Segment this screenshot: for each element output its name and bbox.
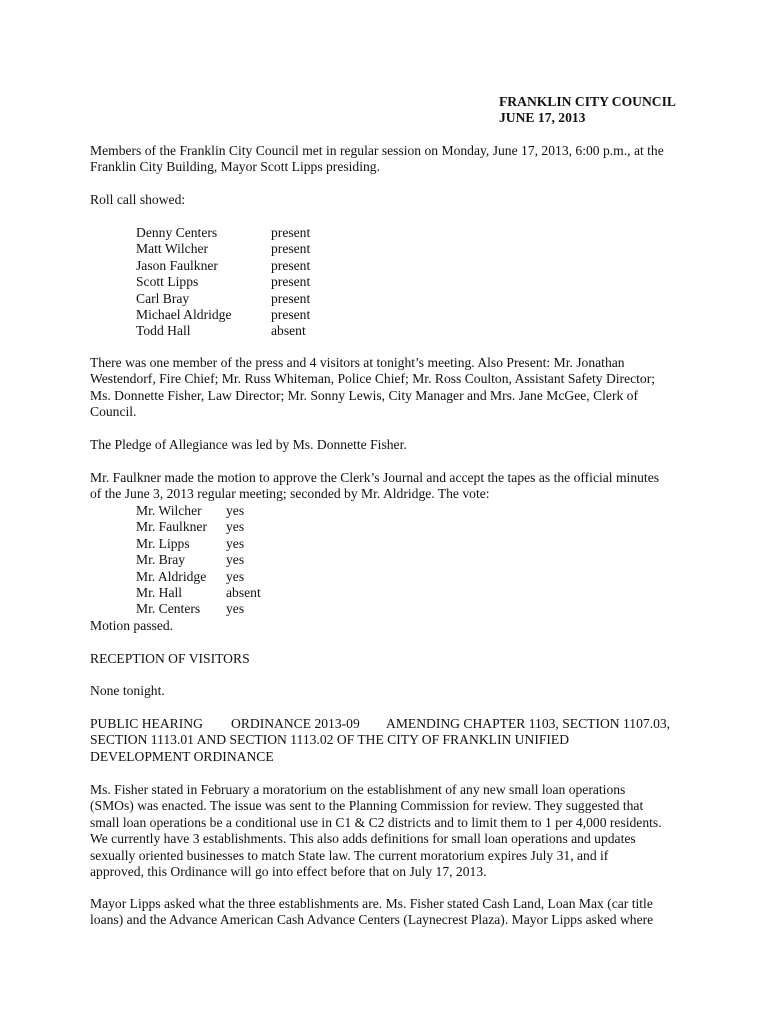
roll-call-row xyxy=(136,291,376,307)
voter-name: Mr. Centers xyxy=(136,601,201,617)
member-name: Scott Lipps xyxy=(136,274,199,290)
text-line: Roll call showed: xyxy=(90,192,186,207)
voter-name: Mr. Bray xyxy=(136,552,186,568)
text-line: approved, this Ordinance will go into effect before that on July 17, 2013. xyxy=(90,863,487,879)
voter-name: Mr. Wilcher xyxy=(136,503,202,518)
council-name: FRANKLIN CITY COUNCIL xyxy=(499,94,676,109)
roll-call-row xyxy=(136,241,376,257)
vote-row xyxy=(136,503,336,519)
vote-row xyxy=(136,536,336,552)
member-status: present xyxy=(271,274,311,290)
member-status: present xyxy=(271,241,311,257)
member-name: Carl Bray xyxy=(136,290,190,306)
vote-value: yes xyxy=(226,552,245,568)
vote-value: yes xyxy=(226,601,245,617)
motion-paragraph xyxy=(90,470,690,503)
member-status: present xyxy=(271,257,311,273)
fisher-statement-paragraph xyxy=(90,782,690,880)
member-status: present xyxy=(271,290,311,306)
vote-value: yes xyxy=(226,519,245,535)
meeting-date: JUNE 17, 2013 xyxy=(499,110,586,126)
vote-value: absent xyxy=(226,584,261,600)
roll-call-row xyxy=(136,225,376,241)
text-line: Ms. Fisher stated in February a moratorium on the establishment of any new small loan operations xyxy=(90,782,626,797)
intro-paragraph xyxy=(90,143,690,176)
text-line: Mayor Lipps asked what the three establishments are. Ms. Fisher stated Cash Land, Loan Max (car title xyxy=(90,896,653,911)
lipps-question-paragraph xyxy=(90,896,690,929)
text-line: Franklin City Building, Mayor Scott Lipps presiding. xyxy=(90,159,380,175)
roll-call-row xyxy=(136,274,376,290)
text-line: Mr. Faulkner made the motion to approve the Clerk’s Journal and accept the tapes as the official minutes xyxy=(90,470,660,485)
member-name: Jason Faulkner xyxy=(136,257,218,273)
text-line: The Pledge of Allegiance was led by Ms. Donnette Fisher. xyxy=(90,437,407,452)
public-hearing-first-line xyxy=(90,716,690,732)
text-line: DEVELOPMENT ORDINANCE xyxy=(90,748,274,764)
voter-name: Mr. Faulkner xyxy=(136,519,207,535)
voter-name: Mr. Hall xyxy=(136,584,183,600)
roll-call-row xyxy=(136,258,376,274)
ordinance-title-start: AMENDING CHAPTER 1103, SECTION 1107.03, xyxy=(386,716,671,731)
text-line: sexually oriented businesses to match State law. The current moratorium expires July 31, and if xyxy=(90,847,609,863)
text-line: There was one member of the press and 4 visitors at tonight’s meeting. Also Present: Mr. Jonathan xyxy=(90,355,625,370)
visitors-text xyxy=(90,683,690,699)
voter-name: Mr. Lipps xyxy=(136,535,190,551)
roll-call-row xyxy=(136,307,376,323)
vote-row xyxy=(136,569,336,585)
roll-call-list xyxy=(136,225,376,340)
text-line: Motion passed. xyxy=(90,618,174,633)
text-line: Westendorf, Fire Chief; Mr. Russ Whiteman, Police Chief; Mr. Ross Coulton, Assistant Safety Director; xyxy=(90,371,656,387)
text-line: Council. xyxy=(90,404,137,420)
ordinance-number: ORDINANCE 2013-09 xyxy=(231,716,360,731)
document-header xyxy=(499,94,676,127)
member-name: Todd Hall xyxy=(136,323,191,339)
text-line: of the June 3, 2013 regular meeting; seconded by Mr. Aldridge. The vote: xyxy=(90,486,490,502)
text-line: loans) and the Advance American Cash Advance Centers (Laynecrest Plaza). Mayor Lipps asked where xyxy=(90,912,654,928)
vote-list xyxy=(136,503,336,618)
vote-row xyxy=(136,601,336,617)
roll-call-label xyxy=(90,192,690,208)
text-line: Members of the Franklin City Council met in regular session on Monday, June 17, 2013, 6:00 p.m., at the xyxy=(90,143,664,158)
member-status: present xyxy=(271,225,311,240)
vote-value: yes xyxy=(226,503,245,518)
pledge-paragraph xyxy=(90,437,690,453)
attendance-paragraph xyxy=(90,355,690,421)
roll-call-row xyxy=(136,323,376,339)
text-line: We currently have 3 establishments. This also adds definitions for small loan operations and updates xyxy=(90,831,636,847)
member-name: Denny Centers xyxy=(136,225,218,240)
visitors-heading xyxy=(90,651,690,667)
text-line: small loan operations be a conditional use in C1 & C2 districts and to limit them to 1 per 4,000 residents. xyxy=(90,814,662,830)
vote-row xyxy=(136,552,336,568)
voter-name: Mr. Aldridge xyxy=(136,568,207,584)
member-status: absent xyxy=(271,323,306,339)
vote-value: yes xyxy=(226,535,245,551)
member-name: Matt Wilcher xyxy=(136,241,209,257)
text-line: None tonight. xyxy=(90,683,165,698)
vote-row xyxy=(136,519,336,535)
motion-result xyxy=(90,618,690,634)
member-name: Michael Aldridge xyxy=(136,306,232,322)
vote-value: yes xyxy=(226,568,245,584)
text-line: Ms. Donnette Fisher, Law Director; Mr. Sonny Lewis, City Manager and Mrs. Jane McGee, Clerk of xyxy=(90,387,639,403)
text-line: (SMOs) was enacted. The issue was sent to the Planning Commission for review. They suggested that xyxy=(90,798,644,814)
public-hearing-heading xyxy=(90,716,690,765)
vote-row xyxy=(136,585,336,601)
text-line: SECTION 1113.01 AND SECTION 1113.02 OF THE CITY OF FRANKLIN UNIFIED xyxy=(90,732,570,748)
public-hearing-label: PUBLIC HEARING xyxy=(90,716,203,731)
section-heading: RECEPTION OF VISITORS xyxy=(90,651,250,666)
member-status: present xyxy=(271,306,311,322)
